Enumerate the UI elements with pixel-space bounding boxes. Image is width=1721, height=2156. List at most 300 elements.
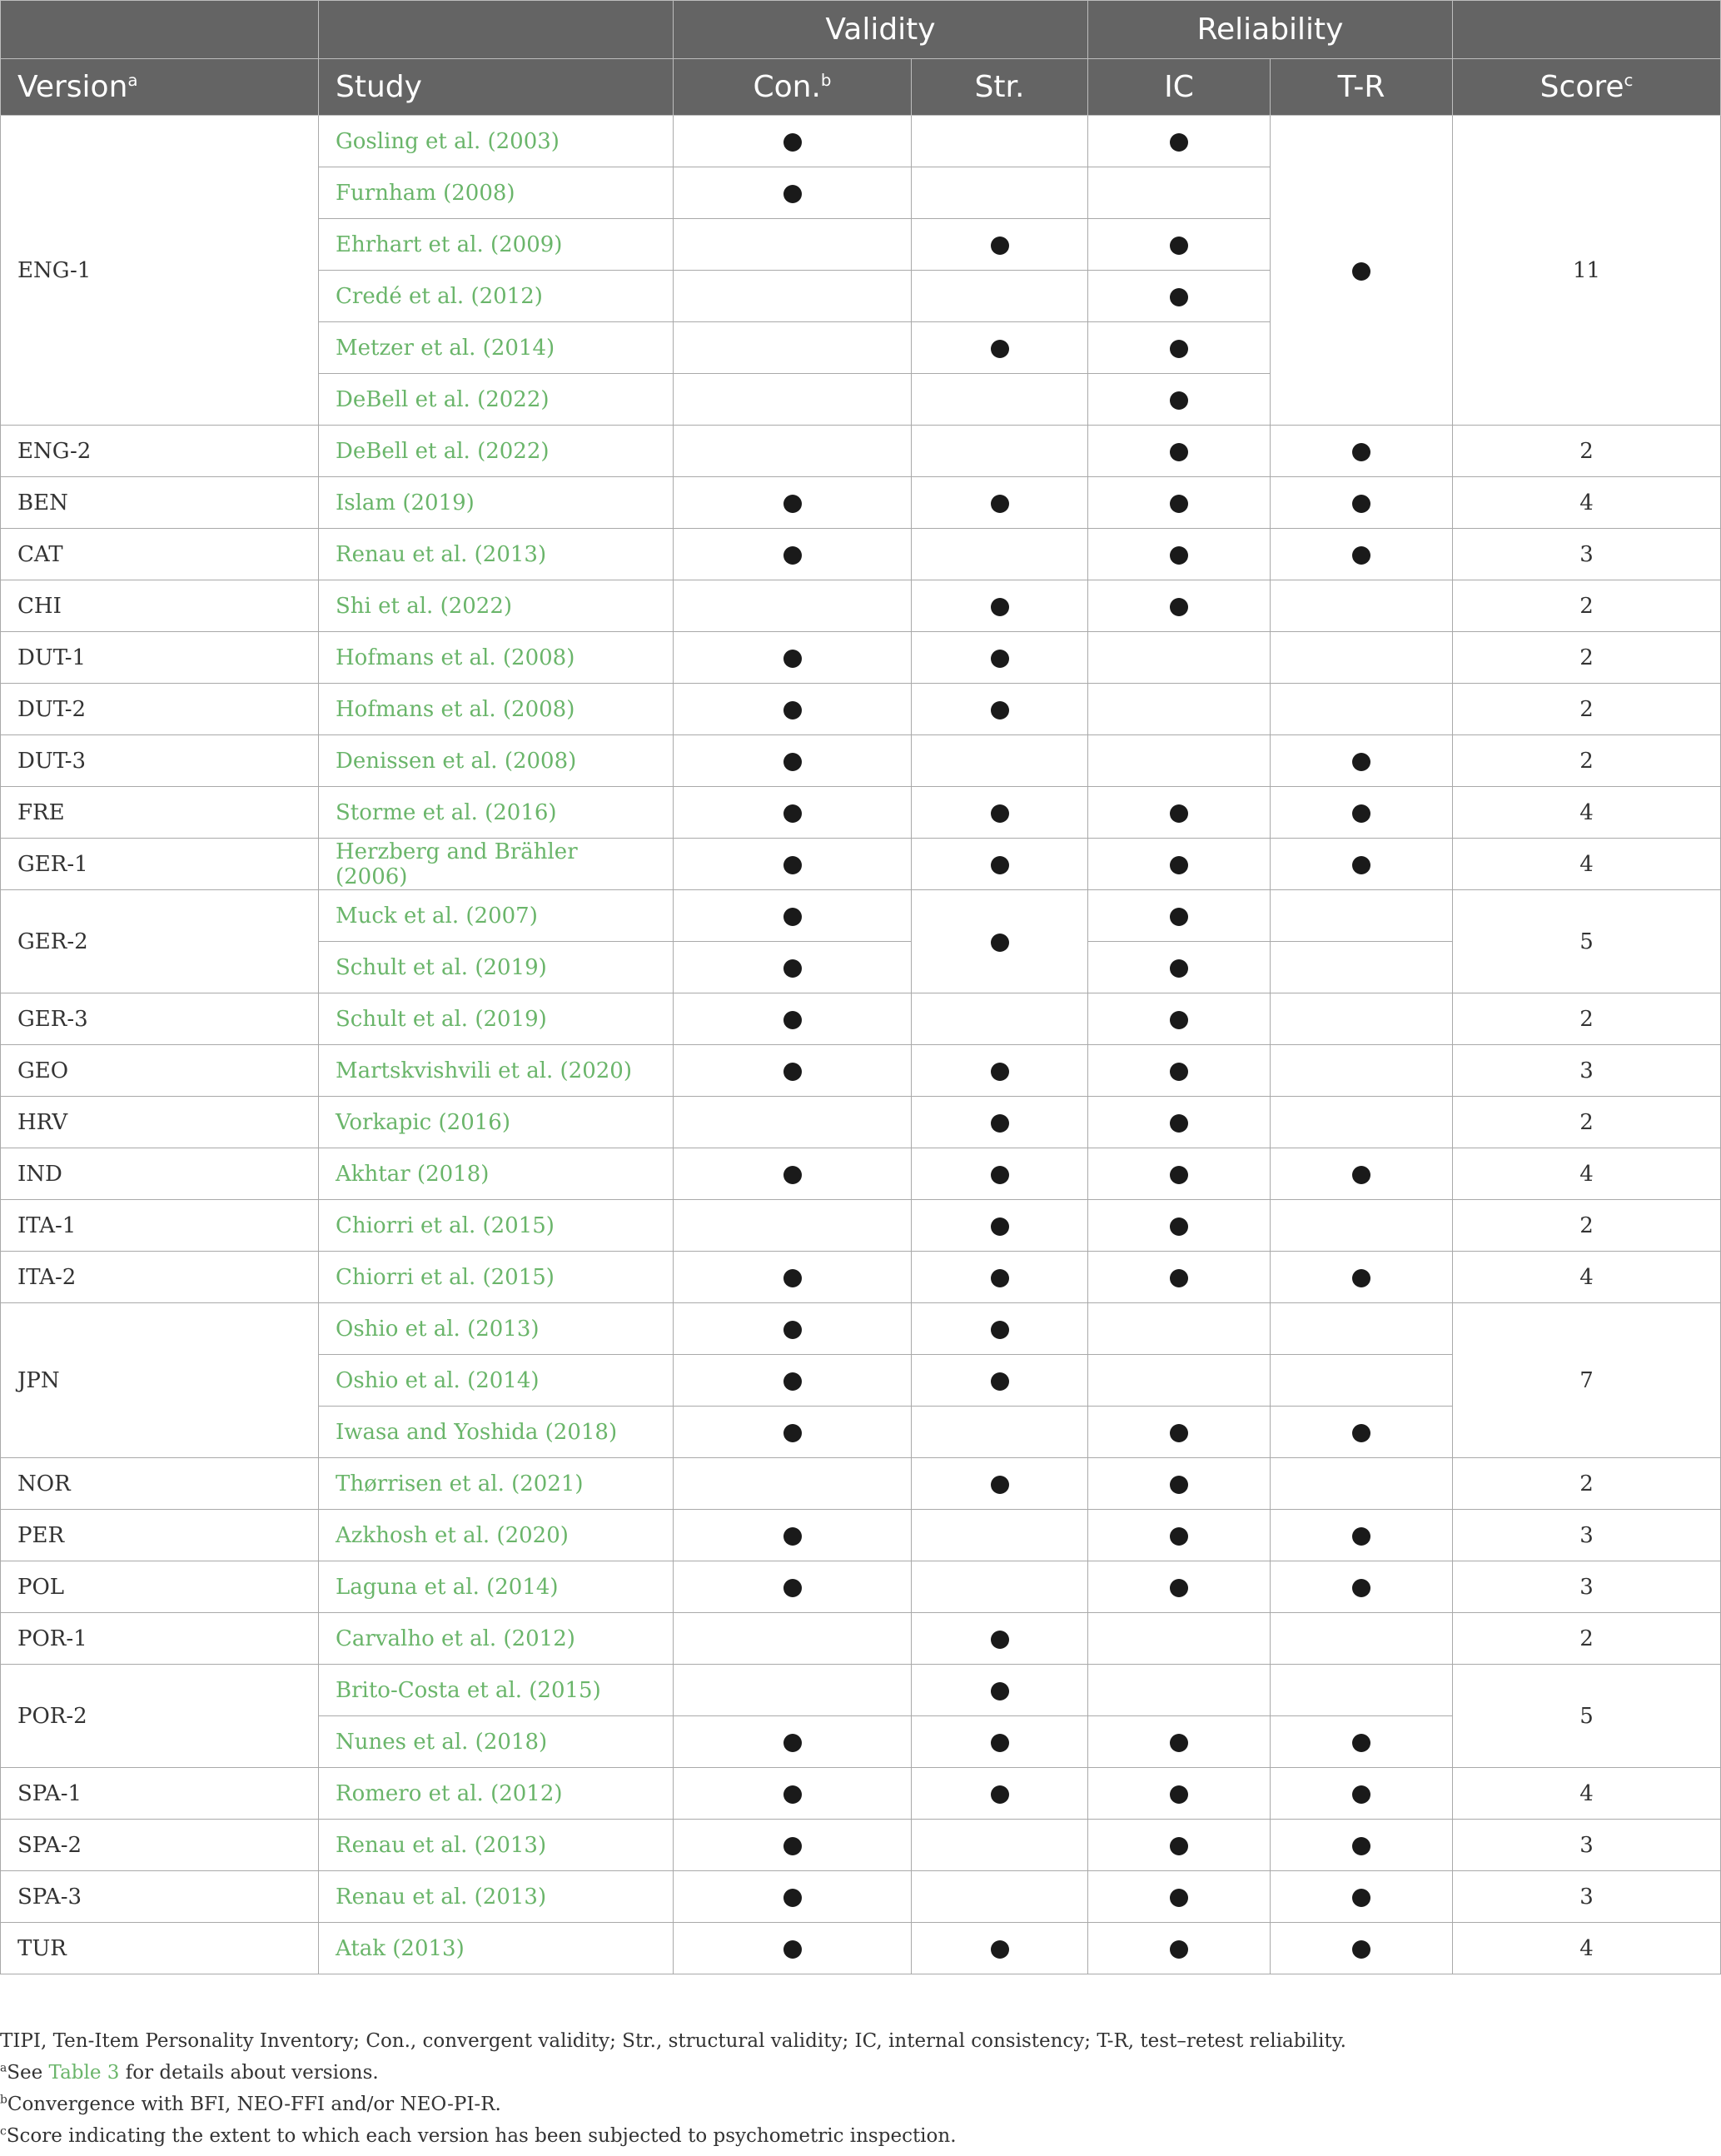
con-cell xyxy=(674,632,912,684)
score-cell: 4 xyxy=(1453,839,1721,890)
filled-dot-icon xyxy=(783,1940,802,1959)
tr-cell xyxy=(1271,1200,1453,1252)
str-cell xyxy=(912,1303,1088,1355)
tr-cell xyxy=(1271,1561,1453,1613)
filled-dot-icon xyxy=(783,701,802,719)
tr-cell xyxy=(1271,1303,1453,1355)
filled-dot-icon xyxy=(1170,1166,1188,1184)
study-link[interactable]: Akhtar (2018) xyxy=(319,1148,674,1200)
filled-dot-icon xyxy=(1170,1011,1188,1029)
table-row xyxy=(1,1303,1721,1355)
str-cell xyxy=(912,1923,1088,1974)
study-link[interactable]: Hofmans et al. (2008) xyxy=(319,684,674,735)
study-link[interactable]: DeBell et al. (2022) xyxy=(319,426,674,477)
filled-dot-icon xyxy=(1170,908,1188,926)
table-row xyxy=(1,580,1721,632)
str-cell xyxy=(912,1510,1088,1561)
header-tr: T-R xyxy=(1271,59,1453,116)
score-cell: 11 xyxy=(1453,116,1721,426)
filled-dot-icon xyxy=(1170,959,1188,978)
study-link[interactable]: Chiorri et al. (2015) xyxy=(319,1252,674,1303)
str-cell xyxy=(912,374,1088,426)
con-cell xyxy=(674,890,912,942)
table-3-link[interactable]: Table 3 xyxy=(48,2062,120,2084)
filled-dot-icon xyxy=(1352,1837,1370,1855)
filled-dot-icon xyxy=(1170,1734,1188,1752)
filled-dot-icon xyxy=(783,133,802,152)
header-str: Str. xyxy=(912,59,1088,116)
version-cell: DUT-1 xyxy=(1,632,319,684)
filled-dot-icon xyxy=(1352,1889,1370,1907)
version-cell: ITA-2 xyxy=(1,1252,319,1303)
ic-cell xyxy=(1088,890,1271,942)
ic-cell xyxy=(1088,1820,1271,1871)
filled-dot-icon xyxy=(1170,1785,1188,1804)
str-cell xyxy=(912,1768,1088,1820)
ic-cell xyxy=(1088,529,1271,580)
filled-dot-icon xyxy=(1352,262,1370,281)
table-row xyxy=(1,1148,1721,1200)
study-link[interactable]: Schult et al. (2019) xyxy=(319,993,674,1045)
filled-dot-icon xyxy=(783,856,802,874)
study-link[interactable]: Azkhosh et al. (2020) xyxy=(319,1510,674,1561)
score-cell: 3 xyxy=(1453,1045,1721,1097)
score-cell: 2 xyxy=(1453,1613,1721,1665)
version-cell: ENG-1 xyxy=(1,116,319,426)
score-cell: 4 xyxy=(1453,1923,1721,1974)
table-row xyxy=(1,1458,1721,1510)
ic-cell xyxy=(1088,1561,1271,1613)
filled-dot-icon xyxy=(1352,1940,1370,1959)
tr-cell xyxy=(1271,684,1453,735)
header-group-reliability: Reliability xyxy=(1088,1,1453,59)
ic-cell xyxy=(1088,322,1271,374)
filled-dot-icon xyxy=(783,1785,802,1804)
filled-dot-icon xyxy=(991,1166,1009,1184)
filled-dot-icon xyxy=(991,934,1009,952)
filled-dot-icon xyxy=(991,856,1009,874)
tr-cell xyxy=(1271,1355,1453,1407)
filled-dot-icon xyxy=(783,1889,802,1907)
table-row xyxy=(1,1871,1721,1923)
table-row xyxy=(1,1561,1721,1613)
filled-dot-icon xyxy=(1170,1889,1188,1907)
table-row xyxy=(1,1768,1721,1820)
version-cell: CHI xyxy=(1,580,319,632)
tr-cell xyxy=(1271,426,1453,477)
filled-dot-icon xyxy=(1352,495,1370,513)
table-header xyxy=(1,1,1721,116)
score-cell: 3 xyxy=(1453,529,1721,580)
version-cell: CAT xyxy=(1,529,319,580)
ic-cell xyxy=(1088,580,1271,632)
version-cell: BEN xyxy=(1,477,319,529)
table-body xyxy=(1,116,1721,1974)
filled-dot-icon xyxy=(991,1063,1009,1081)
filled-dot-icon xyxy=(1170,856,1188,874)
filled-dot-icon xyxy=(783,495,802,513)
str-cell xyxy=(912,167,1088,219)
ic-cell xyxy=(1088,1768,1271,1820)
filled-dot-icon xyxy=(1170,546,1188,565)
con-cell xyxy=(674,322,912,374)
study-link[interactable]: Martskvishvili et al. (2020) xyxy=(319,1045,674,1097)
str-cell xyxy=(912,1458,1088,1510)
con-cell xyxy=(674,1355,912,1407)
study-link[interactable]: Brito-Costa et al. (2015) xyxy=(319,1665,674,1716)
tr-cell xyxy=(1271,1923,1453,1974)
tr-cell xyxy=(1271,839,1453,890)
tr-cell xyxy=(1271,942,1453,993)
ic-cell xyxy=(1088,271,1271,322)
ic-cell xyxy=(1088,1303,1271,1355)
con-cell xyxy=(674,219,912,271)
tr-cell xyxy=(1271,580,1453,632)
ic-cell xyxy=(1088,477,1271,529)
filled-dot-icon xyxy=(1352,443,1370,461)
table-row xyxy=(1,1510,1721,1561)
table-row xyxy=(1,993,1721,1045)
filled-dot-icon xyxy=(1170,1940,1188,1959)
table-row xyxy=(1,426,1721,477)
study-link[interactable]: Laguna et al. (2014) xyxy=(319,1561,674,1613)
header-con: Con.$^b$ xyxy=(674,59,912,116)
con-cell xyxy=(674,477,912,529)
filled-dot-icon xyxy=(1170,1063,1188,1081)
filled-dot-icon xyxy=(991,1372,1009,1391)
filled-dot-icon xyxy=(783,908,802,926)
header-version: Version$^a$ xyxy=(1,59,319,116)
tr-cell xyxy=(1271,1820,1453,1871)
filled-dot-icon xyxy=(1170,1476,1188,1494)
con-cell xyxy=(674,116,912,167)
header-empty-score xyxy=(1453,1,1721,59)
con-cell xyxy=(674,684,912,735)
version-cell: GER-2 xyxy=(1,890,319,993)
str-cell xyxy=(912,1097,1088,1148)
ic-cell xyxy=(1088,1355,1271,1407)
ic-cell xyxy=(1088,167,1271,219)
version-cell: FRE xyxy=(1,787,319,839)
study-link[interactable]: Vorkapic (2016) xyxy=(319,1097,674,1148)
table-row xyxy=(1,632,1721,684)
filled-dot-icon xyxy=(783,753,802,771)
filled-dot-icon xyxy=(991,650,1009,668)
filled-dot-icon xyxy=(1352,1166,1370,1184)
con-cell xyxy=(674,167,912,219)
score-cell: 3 xyxy=(1453,1510,1721,1561)
str-cell xyxy=(912,1252,1088,1303)
filled-dot-icon xyxy=(1352,1527,1370,1546)
ic-cell xyxy=(1088,1045,1271,1097)
footnote-c: $^c$Score indicating the extent to which each version has been subjected to psychometric inspection. xyxy=(0,2124,957,2147)
con-cell xyxy=(674,1303,912,1355)
version-cell: HRV xyxy=(1,1097,319,1148)
con-cell xyxy=(674,374,912,426)
filled-dot-icon xyxy=(783,1166,802,1184)
ic-cell xyxy=(1088,1510,1271,1561)
ic-cell xyxy=(1088,116,1271,167)
tr-cell xyxy=(1271,1768,1453,1820)
ic-cell xyxy=(1088,1148,1271,1200)
filled-dot-icon xyxy=(1352,1269,1370,1287)
tr-cell xyxy=(1271,632,1453,684)
con-cell xyxy=(674,1923,912,1974)
footnote-abbreviations: TIPI, Ten-Item Personality Inventory; Con., convergent validity; Str., structural validity; IC, internal consistency; T-R, test–retest reliability. xyxy=(0,2030,1346,2052)
filled-dot-icon xyxy=(1352,1424,1370,1442)
str-cell xyxy=(912,271,1088,322)
ic-cell xyxy=(1088,684,1271,735)
str-cell xyxy=(912,684,1088,735)
version-cell: JPN xyxy=(1,1303,319,1458)
con-cell xyxy=(674,1820,912,1871)
footnote-a: $^a$See Table 3 for details about versions. xyxy=(0,2061,379,2084)
filled-dot-icon xyxy=(1352,1785,1370,1804)
filled-dot-icon xyxy=(1170,237,1188,255)
study-link[interactable]: Renau et al. (2013) xyxy=(319,1871,674,1923)
score-cell: 3 xyxy=(1453,1820,1721,1871)
filled-dot-icon xyxy=(1170,1269,1188,1287)
version-cell: NOR xyxy=(1,1458,319,1510)
ic-cell xyxy=(1088,1458,1271,1510)
table-row xyxy=(1,1097,1721,1148)
score-cell: 4 xyxy=(1453,477,1721,529)
filled-dot-icon xyxy=(783,1734,802,1752)
con-cell xyxy=(674,1252,912,1303)
ic-cell xyxy=(1088,1200,1271,1252)
ic-cell xyxy=(1088,1407,1271,1458)
tr-cell xyxy=(1271,477,1453,529)
version-cell: SPA-1 xyxy=(1,1768,319,1820)
con-cell xyxy=(674,1097,912,1148)
score-cell: 3 xyxy=(1453,1871,1721,1923)
study-link[interactable]: Metzer et al. (2014) xyxy=(319,322,674,374)
filled-dot-icon xyxy=(1170,288,1188,306)
study-link[interactable]: Herzberg and Brähler (2006) xyxy=(319,839,674,890)
study-link[interactable]: Credé et al. (2012) xyxy=(319,271,674,322)
header-empty-study xyxy=(319,1,674,59)
table-row xyxy=(1,529,1721,580)
con-cell xyxy=(674,1510,912,1561)
tr-cell xyxy=(1271,1045,1453,1097)
tr-cell xyxy=(1271,890,1453,942)
tr-cell xyxy=(1271,1407,1453,1458)
str-cell xyxy=(912,1200,1088,1252)
tr-cell xyxy=(1271,1252,1453,1303)
filled-dot-icon xyxy=(991,1734,1009,1752)
con-cell xyxy=(674,1716,912,1768)
study-link[interactable]: DeBell et al. (2022) xyxy=(319,374,674,426)
str-cell xyxy=(912,1561,1088,1613)
study-link[interactable]: Furnham (2008) xyxy=(319,167,674,219)
study-link[interactable]: Schult et al. (2019) xyxy=(319,942,674,993)
version-cell: DUT-3 xyxy=(1,735,319,787)
con-cell xyxy=(674,271,912,322)
score-cell: 2 xyxy=(1453,1458,1721,1510)
study-link[interactable]: Renau et al. (2013) xyxy=(319,1820,674,1871)
con-cell xyxy=(674,1665,912,1716)
str-cell xyxy=(912,787,1088,839)
study-link[interactable]: Nunes et al. (2018) xyxy=(319,1716,674,1768)
study-link[interactable]: Thørrisen et al. (2021) xyxy=(319,1458,674,1510)
con-cell xyxy=(674,529,912,580)
str-cell xyxy=(912,1820,1088,1871)
str-cell xyxy=(912,1716,1088,1768)
filled-dot-icon xyxy=(991,1785,1009,1804)
table-row xyxy=(1,116,1721,167)
str-cell xyxy=(912,1613,1088,1665)
filled-dot-icon xyxy=(1170,1424,1188,1442)
con-cell xyxy=(674,1407,912,1458)
study-link[interactable]: Hofmans et al. (2008) xyxy=(319,632,674,684)
version-cell: ITA-1 xyxy=(1,1200,319,1252)
filled-dot-icon xyxy=(783,959,802,978)
filled-dot-icon xyxy=(1170,133,1188,152)
con-cell xyxy=(674,1613,912,1665)
version-cell: GER-3 xyxy=(1,993,319,1045)
table-row xyxy=(1,735,1721,787)
con-cell xyxy=(674,1768,912,1820)
study-link[interactable]: Atak (2013) xyxy=(319,1923,674,1974)
table-row xyxy=(1,1613,1721,1665)
filled-dot-icon xyxy=(783,804,802,823)
score-cell: 4 xyxy=(1453,1252,1721,1303)
score-cell: 2 xyxy=(1453,735,1721,787)
ic-cell xyxy=(1088,1665,1271,1716)
filled-dot-icon xyxy=(1170,391,1188,410)
study-link[interactable]: Denissen et al. (2008) xyxy=(319,735,674,787)
filled-dot-icon xyxy=(1170,1527,1188,1546)
study-link[interactable]: Oshio et al. (2014) xyxy=(319,1355,674,1407)
filled-dot-icon xyxy=(991,1321,1009,1339)
filled-dot-icon xyxy=(991,1682,1009,1700)
filled-dot-icon xyxy=(1170,1217,1188,1236)
table-row xyxy=(1,684,1721,735)
study-link[interactable]: Storme et al. (2016) xyxy=(319,787,674,839)
str-cell xyxy=(912,322,1088,374)
header-study: Study xyxy=(319,59,674,116)
study-link[interactable]: Muck et al. (2007) xyxy=(319,890,674,942)
ic-cell xyxy=(1088,1613,1271,1665)
version-cell: PER xyxy=(1,1510,319,1561)
filled-dot-icon xyxy=(1170,443,1188,461)
study-link[interactable]: Shi et al. (2022) xyxy=(319,580,674,632)
score-cell: 2 xyxy=(1453,632,1721,684)
tr-cell xyxy=(1271,116,1453,426)
tr-cell xyxy=(1271,735,1453,787)
con-cell xyxy=(674,426,912,477)
study-link[interactable]: Oshio et al. (2013) xyxy=(319,1303,674,1355)
filled-dot-icon xyxy=(1352,753,1370,771)
table-row xyxy=(1,1820,1721,1871)
score-cell: 7 xyxy=(1453,1303,1721,1458)
score-cell: 5 xyxy=(1453,1665,1721,1768)
str-cell xyxy=(912,477,1088,529)
table-row xyxy=(1,1200,1721,1252)
table-row xyxy=(1,477,1721,529)
version-cell: POL xyxy=(1,1561,319,1613)
ic-cell xyxy=(1088,839,1271,890)
con-cell xyxy=(674,839,912,890)
tr-cell xyxy=(1271,1458,1453,1510)
str-cell xyxy=(912,219,1088,271)
study-link[interactable]: Islam (2019) xyxy=(319,477,674,529)
study-link[interactable]: Renau et al. (2013) xyxy=(319,529,674,580)
study-link[interactable]: Gosling et al. (2003) xyxy=(319,116,674,167)
tr-cell xyxy=(1271,1716,1453,1768)
filled-dot-icon xyxy=(1170,1837,1188,1855)
str-cell xyxy=(912,1407,1088,1458)
filled-dot-icon xyxy=(991,1631,1009,1649)
ic-cell xyxy=(1088,993,1271,1045)
score-cell: 2 xyxy=(1453,1097,1721,1148)
score-cell: 2 xyxy=(1453,426,1721,477)
table-row xyxy=(1,1252,1721,1303)
version-cell: IND xyxy=(1,1148,319,1200)
filled-dot-icon xyxy=(783,1424,802,1442)
str-cell xyxy=(912,1045,1088,1097)
version-cell: SPA-3 xyxy=(1,1871,319,1923)
ic-cell xyxy=(1088,735,1271,787)
str-cell xyxy=(912,1871,1088,1923)
str-cell xyxy=(912,116,1088,167)
version-cell: SPA-2 xyxy=(1,1820,319,1871)
con-cell xyxy=(674,993,912,1045)
con-cell xyxy=(674,735,912,787)
ic-cell xyxy=(1088,1097,1271,1148)
str-cell xyxy=(912,735,1088,787)
filled-dot-icon xyxy=(991,495,1009,513)
filled-dot-icon xyxy=(1170,1579,1188,1597)
filled-dot-icon xyxy=(991,1269,1009,1287)
filled-dot-icon xyxy=(1170,598,1188,616)
ic-cell xyxy=(1088,374,1271,426)
table-row xyxy=(1,1045,1721,1097)
filled-dot-icon xyxy=(1170,340,1188,358)
version-cell: GEO xyxy=(1,1045,319,1097)
study-link[interactable]: Romero et al. (2012) xyxy=(319,1768,674,1820)
con-cell xyxy=(674,1871,912,1923)
score-cell: 2 xyxy=(1453,1200,1721,1252)
study-link[interactable]: Iwasa and Yoshida (2018) xyxy=(319,1407,674,1458)
tr-cell xyxy=(1271,787,1453,839)
table-row xyxy=(1,1923,1721,1974)
filled-dot-icon xyxy=(783,1837,802,1855)
study-link[interactable]: Chiorri et al. (2015) xyxy=(319,1200,674,1252)
filled-dot-icon xyxy=(783,1579,802,1597)
version-cell: DUT-2 xyxy=(1,684,319,735)
filled-dot-icon xyxy=(1170,1114,1188,1133)
filled-dot-icon xyxy=(991,598,1009,616)
version-cell: POR-1 xyxy=(1,1613,319,1665)
con-cell xyxy=(674,1148,912,1200)
ic-cell xyxy=(1088,942,1271,993)
str-cell xyxy=(912,1355,1088,1407)
filled-dot-icon xyxy=(991,237,1009,255)
ic-cell xyxy=(1088,632,1271,684)
study-link[interactable]: Carvalho et al. (2012) xyxy=(319,1613,674,1665)
con-cell xyxy=(674,1458,912,1510)
table-footnotes xyxy=(0,2025,1720,2152)
filled-dot-icon xyxy=(991,1217,1009,1236)
study-link[interactable]: Ehrhart et al. (2009) xyxy=(319,219,674,271)
con-cell xyxy=(674,1200,912,1252)
filled-dot-icon xyxy=(991,1114,1009,1133)
version-cell: POR-2 xyxy=(1,1665,319,1768)
ic-cell xyxy=(1088,1923,1271,1974)
con-cell xyxy=(674,787,912,839)
filled-dot-icon xyxy=(1352,856,1370,874)
